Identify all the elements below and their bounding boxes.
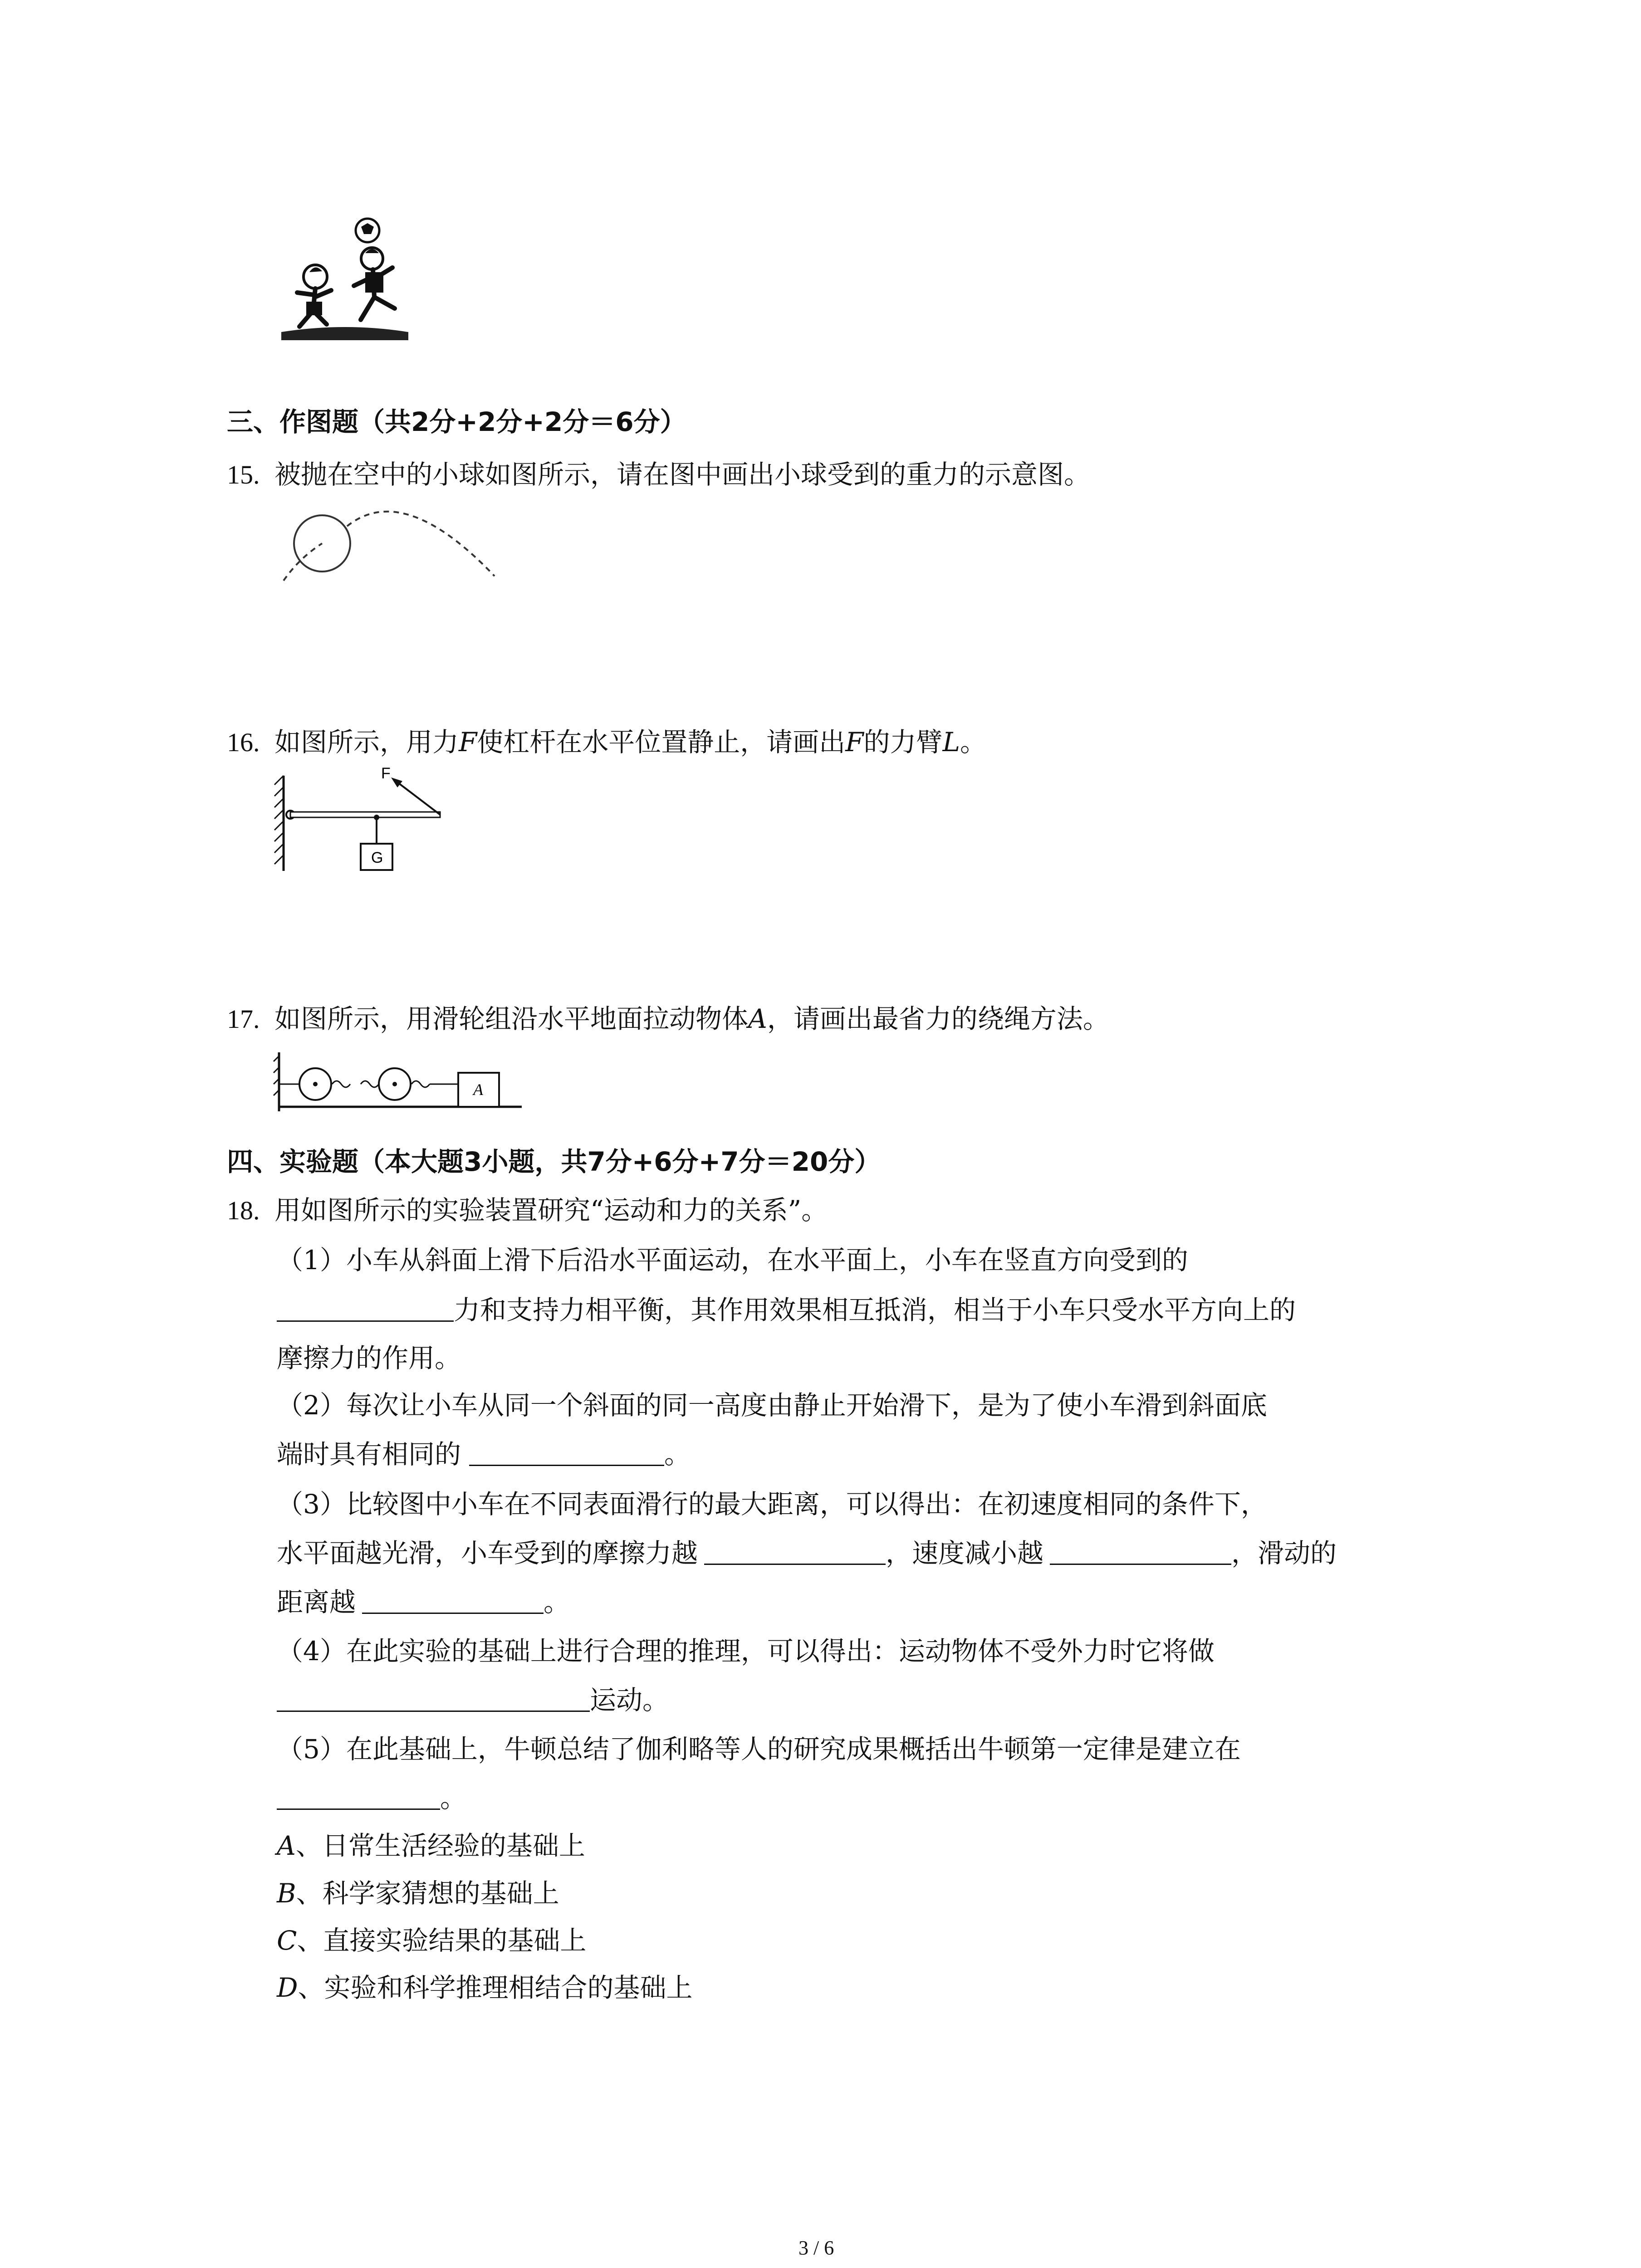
weight-label: G: [371, 849, 383, 866]
kids-playing-ball-figure: [272, 213, 422, 349]
lever-figure: [272, 767, 463, 875]
q15-line: [227, 458, 1090, 491]
q18-p3-text2: ，速度减小越: [886, 1538, 1044, 1569]
q18-p1-line3: 摩擦力的作用。: [277, 1343, 461, 1374]
q18-p1-line1: （1）小车从斜面上滑下后沿水平面运动，在水平面上，小车在竖直方向受到的: [277, 1245, 1188, 1276]
q16-text-mid: 使杠杆在水平位置静止，请画出: [477, 727, 846, 758]
q18-p3-line3: [277, 1586, 570, 1618]
thrown-ball-figure: [281, 499, 499, 590]
option-d-letter: D: [277, 1972, 298, 2003]
q18-p3-text3: ，滑动的: [1231, 1538, 1337, 1569]
q18-p3-text1: 水平面越光滑，小车受到的摩擦力越: [277, 1538, 698, 1569]
q17-line: [227, 1002, 1109, 1036]
section3-heading: 三、作图题（共2分+2分+2分＝6分）: [227, 406, 686, 437]
q18-option-d[interactable]: [277, 1971, 693, 2004]
q17-text-pre: 如图所示，用滑轮组沿水平地面拉动物体: [274, 1003, 748, 1034]
q18-number: 18.: [227, 1196, 260, 1225]
q17-text-end: ，请画出最省力的绕绳方法。: [767, 1003, 1109, 1034]
option-d-text: 、实验和科学推理相结合的基础上: [298, 1972, 693, 2003]
q18-blank-1[interactable]: [277, 1294, 454, 1322]
q18-p2-line1: （2）每次让小车从同一个斜面的同一高度由静止开始滑下，是为了使小车滑到斜面底: [277, 1390, 1267, 1421]
q18-blank-3[interactable]: [704, 1537, 886, 1565]
q18-p4-line1: （4）在此实验的基础上进行合理的推理，可以得出：运动物体不受外力时它将做: [277, 1636, 1215, 1667]
q17-var-A: A: [748, 1003, 767, 1034]
q18-option-b[interactable]: [277, 1877, 559, 1910]
q16-number: 16.: [227, 728, 260, 757]
q18-blank-4[interactable]: [1050, 1537, 1231, 1565]
q18-option-c[interactable]: [277, 1924, 586, 1957]
q16-var-L: L: [942, 727, 960, 758]
q18-p5-end: 。: [440, 1783, 467, 1813]
q17-number: 17.: [227, 1004, 260, 1034]
q18-p3-line1: （3）比较图中小车在不同表面滑行的最大距离，可以得出：在初速度相同的条件下，: [277, 1489, 1267, 1520]
q18-p1-line2: [277, 1294, 1296, 1326]
q18-blank-6[interactable]: [277, 1684, 590, 1712]
q15-number: 15.: [227, 460, 260, 489]
option-a-letter: A: [277, 1830, 296, 1861]
q18-intro: 用如图所示的实验装置研究“运动和力的关系”。: [274, 1195, 828, 1226]
q16-line: [227, 726, 986, 759]
q18-p1-line2-text: 力和支持力相平衡，其作用效果相互抵消，相当于小车只受水平方向上的: [454, 1295, 1296, 1325]
q18-blank-7[interactable]: [277, 1782, 440, 1810]
q16-var-F2: F: [845, 727, 864, 758]
q18-p4-line2: [277, 1684, 669, 1716]
q18-option-a[interactable]: [277, 1829, 585, 1862]
q16-text-end: 。: [960, 727, 987, 758]
q18-p4-end: 运动。: [590, 1685, 669, 1716]
section4-heading: 四、实验题（本大题3小题，共7分+6分+7分＝20分）: [227, 1146, 881, 1177]
force-label: F: [381, 767, 391, 782]
page-number: 3 / 6: [798, 2237, 834, 2259]
lever-bar: [290, 812, 440, 817]
block-a-label: A: [473, 1080, 483, 1099]
q18-p2-line2-text: 端时具有相同的: [277, 1439, 461, 1470]
option-b-letter: B: [277, 1878, 296, 1909]
q18-p3-line2: [277, 1537, 1337, 1569]
q16-text-mid2: 的力臂: [863, 727, 943, 758]
q18-blank-5[interactable]: [362, 1586, 544, 1614]
pulley-figure: [272, 1048, 526, 1116]
q18-p3-text4: 距离越: [277, 1587, 356, 1618]
q18-p5-line2: [277, 1782, 466, 1814]
q16-var-F1: F: [458, 727, 477, 758]
option-a-text: 、日常生活经验的基础上: [295, 1830, 585, 1861]
q18-intro-line: [227, 1194, 828, 1227]
q16-text-pre: 如图所示，用力: [274, 727, 459, 758]
q18-p5-line1: （5）在此基础上，牛顿总结了伽利略等人的研究成果概括出牛顿第一定律是建立在: [277, 1734, 1241, 1765]
option-c-letter: C: [277, 1925, 297, 1956]
q18-p2-end: 。: [664, 1439, 691, 1470]
q18-p2-line2: [277, 1438, 691, 1471]
option-b-text: 、科学家猜想的基础上: [296, 1878, 559, 1909]
q15-text: 被抛在空中的小球如图所示，请在图中画出小球受到的重力的示意图。: [274, 459, 1090, 490]
q18-blank-2[interactable]: [469, 1438, 664, 1466]
q18-p3-end: 。: [544, 1587, 570, 1618]
option-c-text: 、直接实验结果的基础上: [297, 1925, 587, 1956]
